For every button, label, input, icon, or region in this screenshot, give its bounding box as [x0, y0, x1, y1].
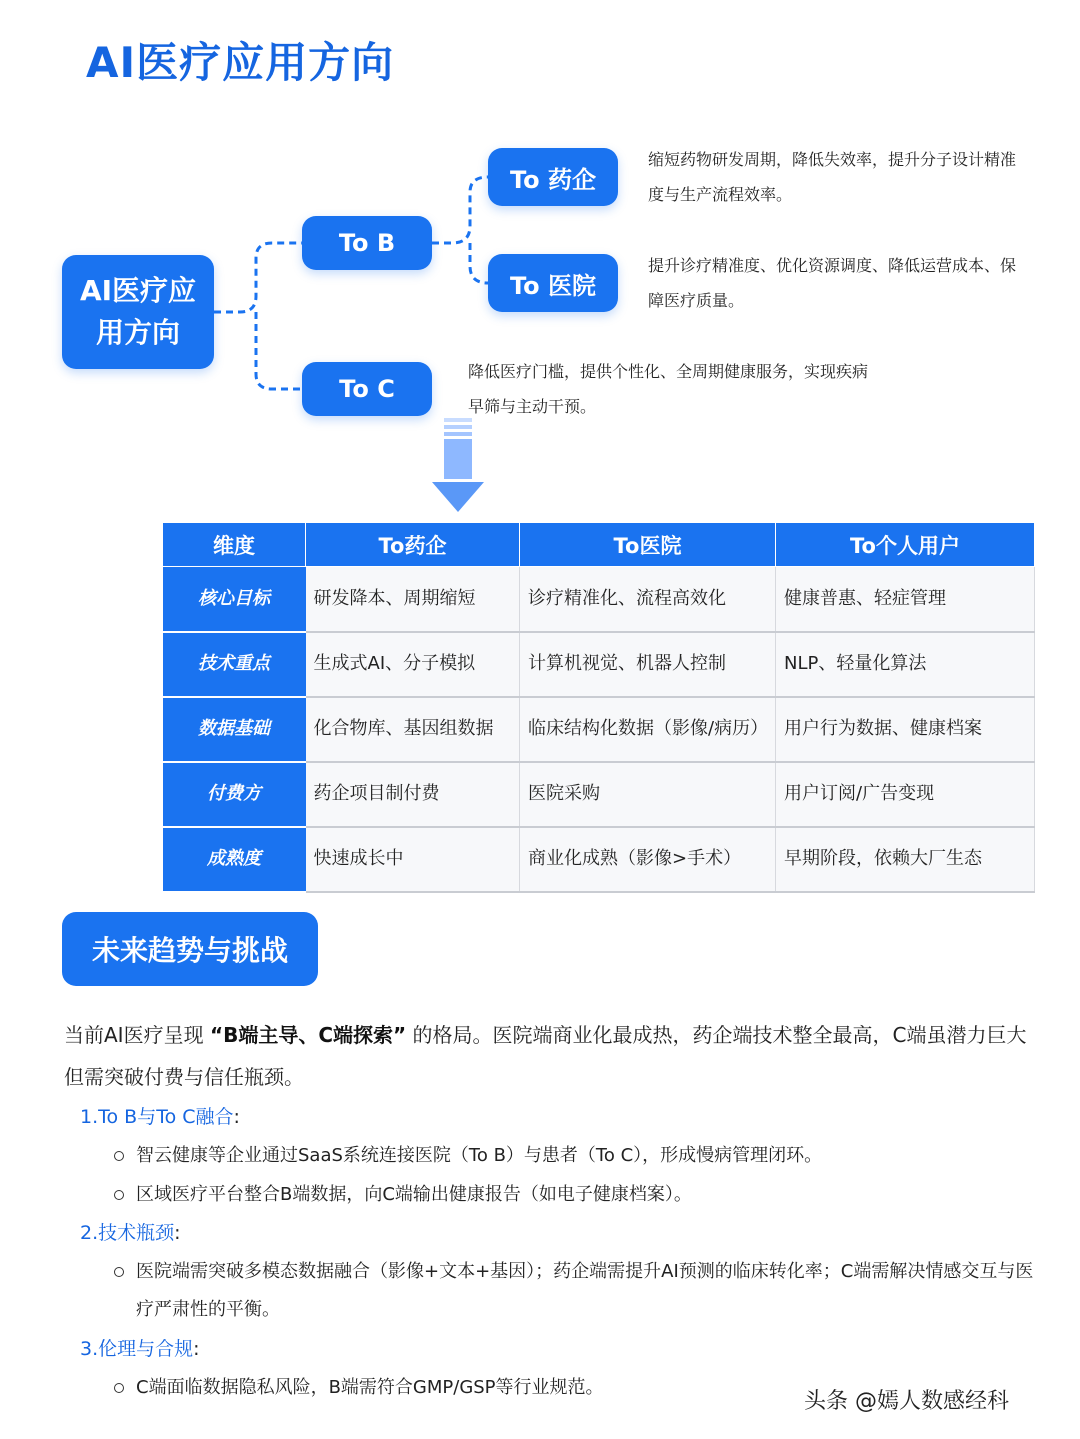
table-cell: 计算机视觉、机器人控制	[520, 632, 776, 697]
intro-highlight: “B端主导、C端探索”	[209, 1023, 407, 1047]
intro-paragraph	[64, 1014, 1044, 1098]
pharma-description: 缩短药物研发周期，降低失效率，提升分子设计精准度与生产流程效率。	[648, 150, 1017, 204]
table-cell: 研发降本、周期缩短	[306, 567, 520, 632]
table-cell: 商业化成熟（影像>手术）	[520, 827, 776, 892]
to-c-node: To C	[302, 362, 432, 416]
table-header-cell: To药企	[306, 523, 520, 567]
point-title: 伦理与合规	[98, 1338, 194, 1360]
point-colon: :	[193, 1338, 200, 1360]
to-pharma-node: To 药企	[488, 148, 618, 206]
list-item	[114, 1253, 1044, 1329]
mindmap-root-node: AI医疗应用方向	[62, 255, 214, 369]
table-cell: 药企项目制付费	[306, 762, 520, 827]
table-cell: 临床结构化数据（影像/病历）	[520, 697, 776, 762]
section-title: 未来趋势与挑战	[62, 912, 318, 986]
table-row	[163, 632, 1035, 697]
list-item	[114, 1369, 794, 1407]
intro-suffix: 的格局。医院端商业化最成热，药企端技术整全最高，C端虽潜力巨大但需突破付费与信任瓶颈。	[64, 1023, 1027, 1089]
table-cell: 医院采购	[520, 762, 776, 827]
bullet-icon	[114, 1151, 124, 1161]
table-cell: 快速成长中	[306, 827, 520, 892]
row-header-cell: 付费方	[163, 762, 306, 827]
to-c-description: 降低医疗门槛，提供个性化、全周期健康服务，实现疾病早筛与主动干预。	[468, 362, 869, 416]
point-heading	[80, 1218, 181, 1245]
page-title: AI医疗应用方向	[86, 38, 395, 87]
point-title: To B与To C融合	[98, 1106, 234, 1128]
list-item-text: C端面临数据隐私风险，B端需符合GMP/GSP等行业规范。	[136, 1377, 604, 1398]
row-header-cell: 核心目标	[163, 567, 306, 632]
point-heading	[80, 1334, 200, 1361]
point-number: 1.	[80, 1106, 99, 1128]
table-header-cell: To医院	[520, 523, 776, 567]
list-item	[114, 1137, 1044, 1175]
row-header-cell: 成熟度	[163, 827, 306, 892]
list-item	[114, 1176, 1044, 1214]
point-number: 3.	[80, 1338, 99, 1360]
table-cell: 诊疗精准化、流程高效化	[520, 567, 776, 632]
table-cell: 健康普惠、轻症管理	[776, 567, 1035, 632]
arrow-down-icon	[432, 418, 484, 512]
table-cell: NLP、轻量化算法	[776, 632, 1035, 697]
point-colon: :	[174, 1222, 181, 1244]
point-heading	[80, 1102, 240, 1129]
bullet-icon	[114, 1383, 124, 1393]
point-colon: :	[233, 1106, 240, 1128]
table-row	[163, 762, 1035, 827]
point-number: 2.	[80, 1222, 99, 1244]
comparison-table	[162, 522, 1035, 893]
list-item-text: 区域医疗平台整合B端数据，向C端输出健康报告（如电子健康档案）。	[136, 1184, 692, 1205]
table-header-cell: 维度	[163, 523, 306, 567]
hospital-description: 提升诊疗精准度、优化资源调度、降低运营成本、保障医疗质量。	[648, 256, 1017, 310]
intro-prefix: 当前AI医疗呈现	[64, 1023, 204, 1047]
table-header-cell: To个人用户	[776, 523, 1035, 567]
table-cell: 用户行为数据、健康档案	[776, 697, 1035, 762]
table-row	[163, 827, 1035, 892]
to-b-node: To B	[302, 216, 432, 270]
footer-watermark: 头条 @嫣人数感经科	[804, 1389, 1009, 1414]
table-cell: 早期阶段，依赖大厂生态	[776, 827, 1035, 892]
row-header-cell: 技术重点	[163, 632, 306, 697]
bullet-icon	[114, 1190, 124, 1200]
table-cell: 生成式AI、分子模拟	[306, 632, 520, 697]
table-header-row	[163, 523, 1035, 567]
row-header-cell: 数据基础	[163, 697, 306, 762]
table-cell: 用户订阅/广告变现	[776, 762, 1035, 827]
table-cell: 化合物库、基因组数据	[306, 697, 520, 762]
point-title: 技术瓶颈	[98, 1222, 175, 1244]
table-row	[163, 697, 1035, 762]
table-row	[163, 567, 1035, 632]
list-item-text: 智云健康等企业通过SaaS系统连接医院（To B）与患者（To C），形成慢病管理闭环。	[136, 1145, 823, 1166]
to-hospital-node: To 医院	[488, 254, 618, 312]
bullet-icon	[114, 1267, 124, 1277]
list-item-text: 医院端需突破多模态数据融合（影像+文本+基因）；药企端需提升AI预测的临床转化率；C端需解决情感交互与医疗严肃性的平衡。	[136, 1261, 1034, 1320]
